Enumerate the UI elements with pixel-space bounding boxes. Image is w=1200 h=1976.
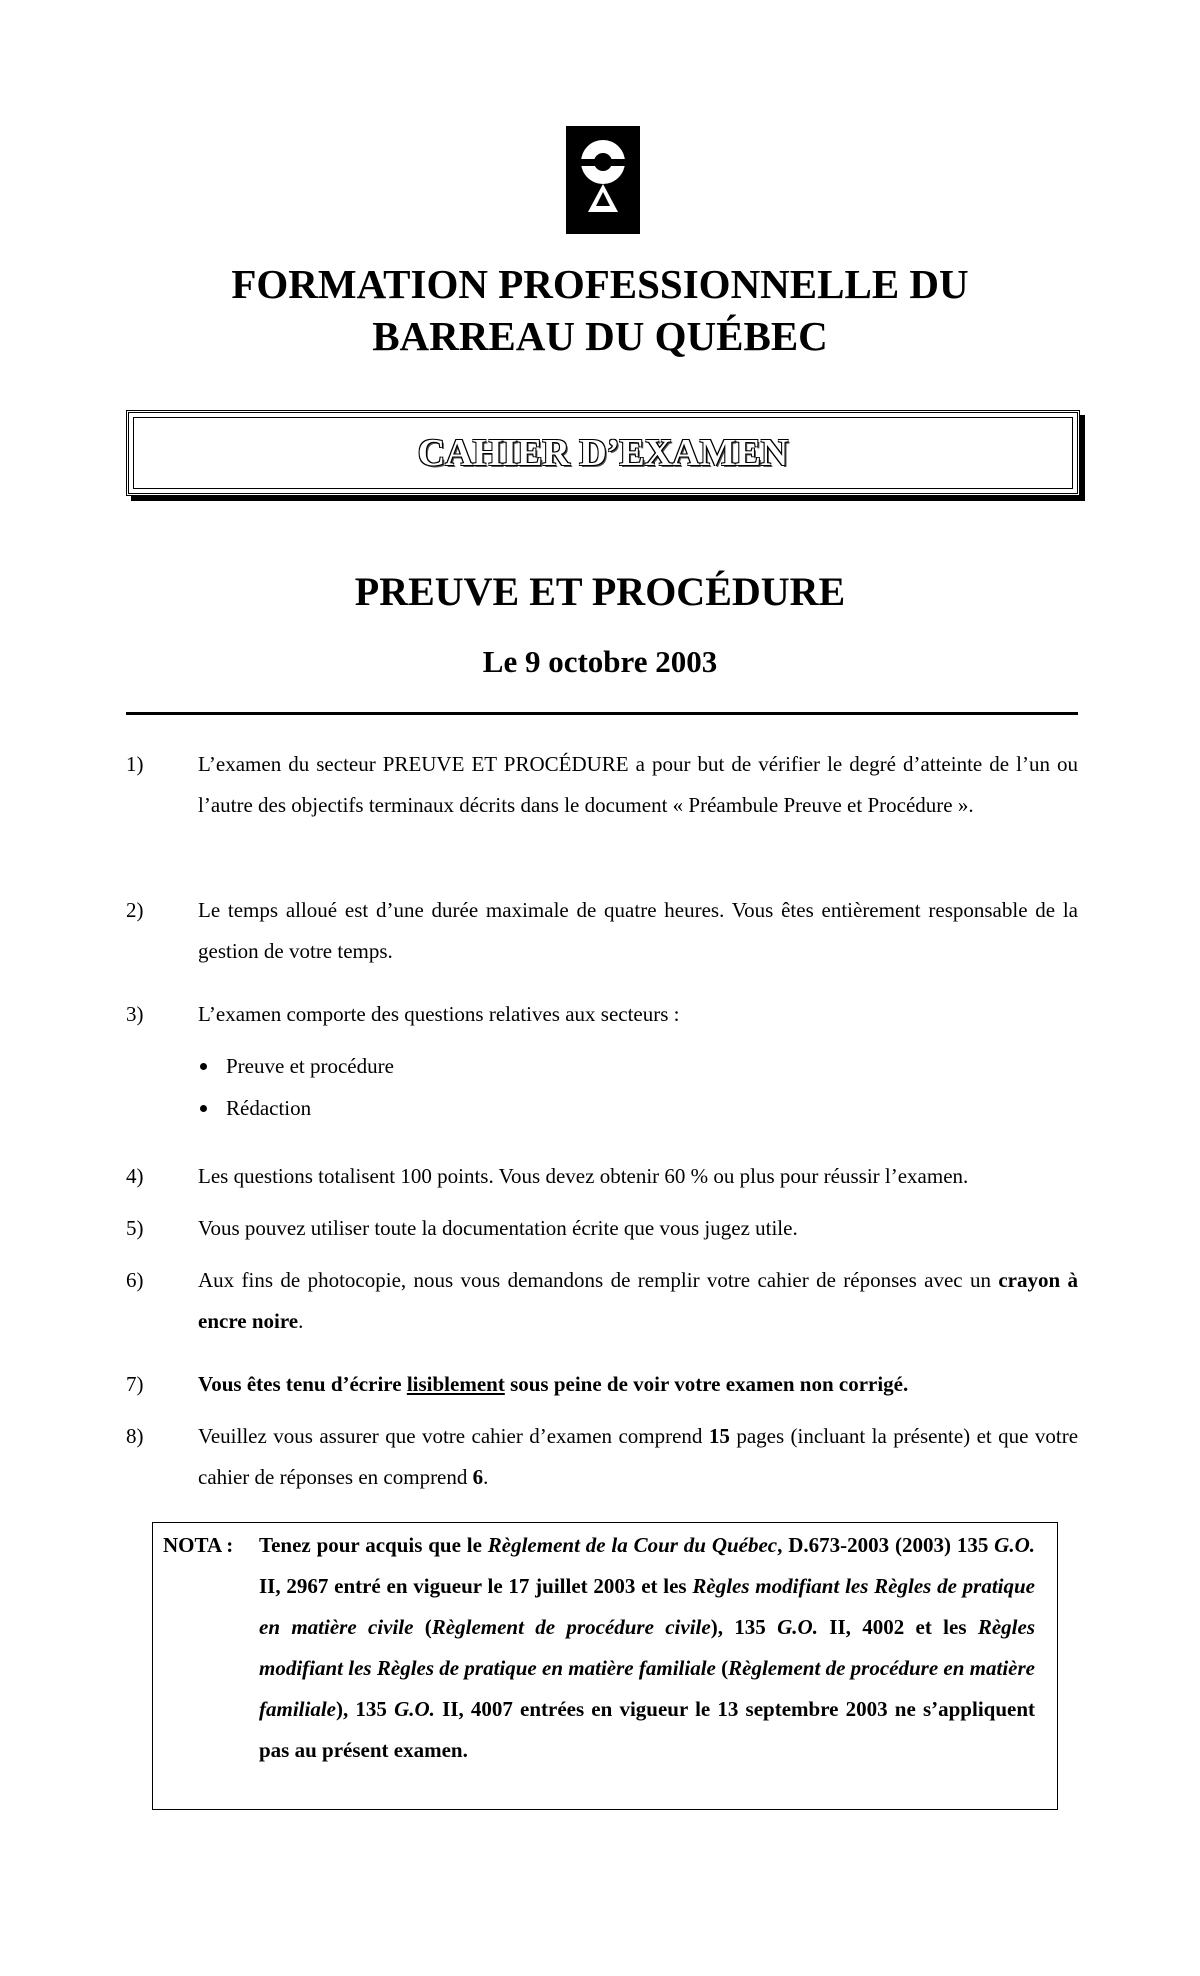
exam-subject: PREUVE ET PROCÉDURE	[354, 569, 846, 614]
item-number: 6)	[126, 1268, 144, 1292]
item-text: Les questions totalisent 100 points. Vous devez obtenir 60 % ou plus pour réussir l’examen.	[198, 1164, 969, 1188]
exam-booklet-box	[126, 410, 1080, 496]
instruction-item-4	[126, 1156, 1078, 1197]
item-text: Aux fins de photocopie, nous vous demandons de remplir votre cahier de réponses avec un crayon à encre noire.	[198, 1268, 1079, 1333]
list-item: Preuve et procédure	[198, 1045, 394, 1087]
instruction-item-5	[126, 1208, 1078, 1249]
item-text: Vous êtes tenu d’écrire lisiblement sous peine de voir votre examen non corrigé.	[198, 1372, 909, 1396]
item-text: L’examen du secteur PREUVE ET PROCÉDURE a pour but de vérifier le degré d’atteinte de l’un ou l’autre des objectifs terminaux décrits dans le document « Préambule Preuve et Procédure ».	[198, 752, 1078, 817]
list-item: Rédaction	[198, 1087, 394, 1129]
organization-title-line1: FORMATION PROFESSIONNELLE DU	[231, 261, 969, 307]
emphasis-black-ink: crayon à encre noire	[198, 1268, 1079, 1333]
item-text: L’examen comporte des questions relatives aux secteurs :	[198, 1002, 680, 1026]
instruction-item-7	[126, 1364, 1078, 1405]
sector-list	[198, 1045, 394, 1129]
organization-title	[0, 258, 1200, 362]
organization-title-line2: BARREAU DU QUÉBEC	[372, 313, 828, 359]
exam-date: Le 9 octobre 2003	[482, 644, 718, 679]
emphasis-legibly: lisiblement	[406, 1372, 505, 1396]
item-number: 4)	[126, 1164, 144, 1188]
barreau-logo-icon	[566, 126, 640, 234]
exam-booklet-title: CAHIER D’EXAMEN	[417, 432, 789, 474]
item-number: 3)	[126, 1002, 144, 1026]
item-text: Veuillez vous assurer que votre cahier d’examen comprend 15 pages (incluant la présente) et que votre cahier de réponses en comprend 6.	[198, 1424, 1079, 1489]
nota-label: NOTA :	[163, 1533, 234, 1557]
item-text: Vous pouvez utiliser toute la documentation écrite que vous jugez utile.	[198, 1216, 798, 1240]
item-number: 5)	[126, 1216, 144, 1240]
page-count-exam: 15	[708, 1424, 730, 1448]
instruction-item-8	[126, 1416, 1078, 1498]
instruction-item-1	[126, 744, 1078, 826]
item-number: 8)	[126, 1424, 144, 1448]
item-number: 7)	[126, 1372, 144, 1396]
divider	[126, 712, 1078, 715]
barreau-logo	[566, 126, 640, 234]
nota-text: Tenez pour acquis que le Règlement de la Cour du Québec, D.673-2003 (2003) 135 G.O. II, 2967 entré en vigueur le 17 juillet 2003 et les Règles modifiant les Règles de pratique en matière civile (Règlement de procédure civile), 135 G.O. II, 4002 et les Règles modifiant les Règles de pratique en matière familiale (Règlement de procédure en matière familiale), 135 G.O. II, 4007 entrées en vigueur le 13 septembre 2003 ne s’appliquent pas au présent examen.	[259, 1533, 1036, 1762]
page-count-answers: 6	[472, 1465, 484, 1489]
item-number: 2)	[126, 898, 144, 922]
instruction-item-6	[126, 1260, 1078, 1342]
instruction-item-2	[126, 890, 1078, 972]
item-number: 1)	[126, 752, 144, 776]
item-text: Le temps alloué est d’une durée maximale de quatre heures. Vous êtes entièrement responsable de la gestion de votre temps.	[198, 898, 1078, 963]
instruction-item-3	[126, 994, 1078, 1035]
nota-box	[152, 1522, 1058, 1810]
